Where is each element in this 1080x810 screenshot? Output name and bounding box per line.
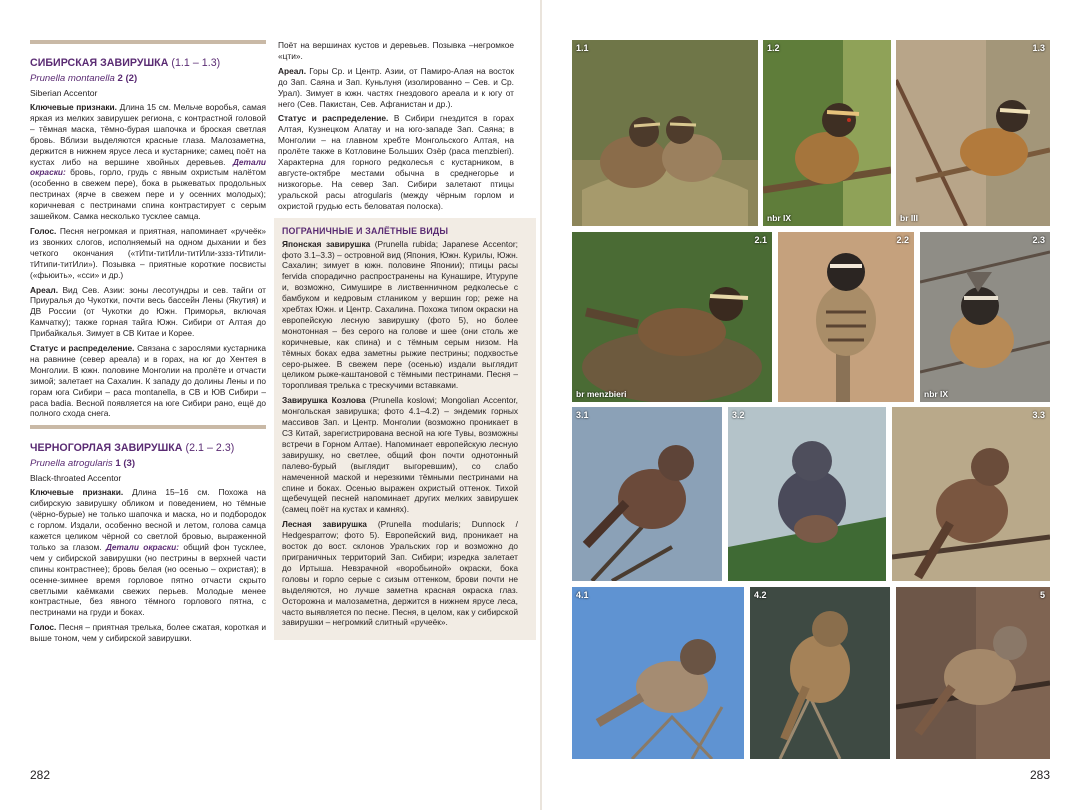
photo-2-1 [572, 232, 772, 402]
status-paragraph [30, 343, 266, 419]
bird-photo-image [572, 40, 758, 226]
bird-photo-image [892, 407, 1050, 581]
photo-range: (1.1 – 1.3) [171, 57, 221, 69]
border-species-box [274, 218, 536, 641]
photo-label: 2.1 [754, 235, 767, 245]
status-text: В Сибири гнездится в горах Алтая, Кузнецком Алатау и на юго-западе Зап. Саяна; в Монголии – на главном хребте Монгольского Алтая, на пролёте также в Котловине Больших Озёр (раса menzbieri). Характерна для горного редколесья с кустарником, в августе-октябре местами обычна в среднегорье и низкогорье. На север Зап. Сибири залетают птицы уральской расы atrogularis (между чёрным горлом и охристой грудью есть беловатая полоска). [278, 113, 514, 211]
voice-text: Песня – приятная трелька, более сжатая, короткая и выше тоном, чем у сибирской завирушки. [30, 622, 266, 644]
photo-label: 2.2 [896, 235, 909, 245]
japanese-accentor-name: Японская завирушка [282, 238, 371, 249]
dunnock-text: (Prunella modularis; Dunnock / Hedgesparrow; фото 5). Европейский вид, проникает на восток до вост. склонов Уральских гор и возможно до приграничных территорий Зап. Сибири; изредка залетает до Иртыша. Невзрачной «воробьиной» окраски, бока головы и горло серые с сизым оттенком, брови почти не выделяются, но лучше заметна красная окраска глаз. Осторожна и малозаметна, держится в нижнем ярусе леса, часто выявляется по песне. Песня, в целом, как у сибирской завирушки – негромкий слитный «ручеёк». [282, 519, 518, 628]
photo-4-1 [572, 587, 744, 759]
status-paragraph [278, 113, 514, 211]
japanese-accentor-paragraph [282, 239, 518, 392]
latin-name: Prunella atrogularis [30, 458, 113, 470]
photo-plumage-note: br menzbieri [576, 389, 627, 399]
photo-1-1 [572, 40, 758, 226]
photo-label: 3.1 [576, 410, 589, 420]
photo-label: 4.1 [576, 590, 589, 600]
bird-photo-image [572, 232, 772, 402]
details-text: общий фон тусклее, чем у сибирской завирушки (но пестрины в верхней части спины контрастнее); бровь белая (но осенью – охристая); в осенне-зимнее время горловое пятно отчасти скрыто светлыми каёмками свежих перьев. Молодые менее контрастные, без явного тёмного горлового пятна, с пестринами на груди и боках. [30, 541, 267, 618]
page-number-right: 283 [1029, 768, 1050, 782]
photo-3-2 [728, 407, 886, 581]
photo-3-3 [892, 407, 1050, 581]
photo-1-3 [896, 40, 1050, 226]
voice-label: Голос. [30, 622, 57, 633]
features-text: Длина 15 см. Мельче воробья, самая яркая из мелких завирушек региона, с контрастной головой – тёмная маска, тёмно-бурая шапочка и броская светлая бровь. Вблизи выделяются красные глаза. Малозаметна, держится в нижнем ярусе леса и кустарнике; самец поёт на кустах либо на вершине хвойных деревьев. [30, 102, 266, 167]
text-column-1 [30, 40, 266, 648]
photo-2-3 [920, 232, 1050, 402]
voice-paragraph [30, 622, 266, 644]
details-label: Детали окраски: [105, 541, 180, 552]
voice-paragraph [30, 226, 266, 281]
map-ref: 1 (3) [115, 458, 136, 470]
details-text: бровь, горло, грудь с явным охристым налётом (особенно в свежем пере), бока в рыжеватых продольных пестринах (ярче в свежем пере и у осенних молодых); коричневая с пестринами спина контрастирует с серым зашейком. Самка несколько тусклее самца. [30, 167, 266, 222]
bird-photo-image [763, 40, 891, 226]
japanese-accentor-text: (Prunella rubida; Japanese Accentor; фото 3.1–3.3) – островной вид (Япония, Южн. Курилы, Южн. Сахалин; зимует в южн. половине Японии); птицы расы fervida спорадично распространены на Кунашире, Итурупе и, возможно, Симушире в лиственничном редколесье с бамбуком и кедровым стлаником у вершин гор; реже на хребтах Южн. и Центр. Сахалина. Похожа типом окраски на европейскую лесную завирушку (фото 5), но более монотонная – без серого на голове и шее (они столь же коричневые, как спина) и с тёмным серым низом. На тёмных боках едва заметны рыжие пестрины; подхвостье серо-рыжее. В свежем пере (осенью) издали выглядит целиком рыже-каштановой с тёмными пестринами. Песня – торопливая трелька с трескучими вставками. [282, 238, 518, 391]
bird-photo-image [778, 232, 914, 402]
dunnock-name: Лесная завирушка [282, 519, 367, 530]
area-paragraph [30, 285, 266, 340]
photo-4-2 [750, 587, 890, 759]
photo-label: 3.3 [1032, 410, 1045, 420]
photo-plumage-note: nbr IX [924, 389, 949, 399]
latin-name: Prunella montanella [30, 73, 115, 84]
photo-1-2 [763, 40, 891, 226]
features-paragraph [30, 102, 266, 222]
page-number-left: 282 [30, 768, 51, 782]
border-species-heading: ПОГРАНИЧНЫЕ И ЗАЛЁТНЫЕ ВИДЫ [282, 225, 449, 236]
photo-3-1 [572, 407, 722, 581]
photo-label: 1.1 [576, 43, 589, 53]
latin-name-line [30, 72, 266, 85]
voice-label: Голос. [30, 225, 57, 236]
photo-label: 5 [1039, 590, 1045, 600]
section-divider [30, 425, 266, 429]
bird-photo-image [896, 40, 1050, 226]
voice-continued: Поёт на вершинах кустов и деревьев. Позывка –негромкое «цти». [278, 40, 514, 61]
features-text: Длина 15–16 см. Похожа на сибирскую завирушку обликом и поведением, но тёмные (чёрно-бурые) не только шапочка и маска, но и подбородок с горлом. Издали, особенно весной и летом, голова самца кажется целиком чёрной со светлой бровью, выраженной только за глазом. [30, 487, 266, 552]
map-ref: 2 (2) [117, 73, 138, 84]
bird-photo-image [896, 587, 1050, 759]
photo-label: 1.3 [1032, 43, 1045, 53]
bird-photo-image [572, 587, 744, 759]
species-title: СИБИРСКАЯ ЗАВИРУШКА [30, 57, 169, 69]
photo-5 [896, 587, 1050, 759]
status-text: Связана с зарослями кустарника на равнине (север ареала) и в горах, на юг до Хентея в Монголии. В южн. половине Монголии на пролёте и отчасти зимой; залетает на Сахалин. К западу до долины Лены и по горам юга Сибири – раса montanella, в СВ и ЮВ Сибири – раса badia. Весной появляется на юге Сибири рано, ещё до полного схода снега. [30, 343, 267, 419]
bird-photo-image [572, 407, 722, 581]
area-label: Ареал. [278, 65, 307, 76]
photo-plumage-note: nbr IX [767, 213, 792, 223]
photo-label: 1.2 [767, 43, 780, 53]
status-label: Статус и распределение. [30, 343, 135, 354]
bird-photo-image [920, 232, 1050, 402]
features-label: Ключевые признаки. [30, 487, 124, 498]
photo-plumage-note: br III [900, 213, 918, 223]
right-page [542, 0, 1080, 810]
voice-text: Песня негромкая и приятная, напоминает «ручеёк» из звонких слогов, исполняемый на одном дыхании и без четкого окончания («тИти-титИли-титИли-зззз-тИтили-тИтипи-титИли»). Позывка – приятные короткие посвисты («фьюить», «сси» и др.) [30, 225, 266, 280]
dunnock-paragraph [282, 519, 518, 628]
kozlov-accentor-paragraph [282, 395, 518, 515]
section-top-rule [30, 40, 266, 44]
species-heading-blackthroated [30, 441, 266, 455]
english-name: Black-throated Accentor [30, 473, 122, 484]
kozlov-accentor-text: (Prunella koslowi; Mongolian Accentor, монгольская завирушка; фото 4.1–4.2) – эндемик горных массивов Зап. и Центр. Монголии (возможно проникает в СЗ Китай, зарегистрирована весной на юге Тувы, возможны встречи в Горном Алтае). Напоминает европейскую лесную завирушку, но светлее, общий фон почти однотонный палево-бурый (выглядит выгоревшим), со слабо намеченной маской и нерезкими тёмными пестринами на спине и боках. Осенью выражен охристый оттенок. Тихой щебечущей песней напоминает других мелких завирушек (самец поёт на кустах и камнях). [282, 395, 518, 515]
features-label: Ключевые признаки. [30, 102, 117, 112]
species-title: ЧЕРНОГОРЛАЯ ЗАВИРУШКА [30, 442, 183, 455]
bird-photo-image [728, 407, 886, 581]
photo-range: (2.1 – 2.3) [185, 442, 235, 455]
photo-label: 2.3 [1032, 235, 1045, 245]
species-heading-siberian [30, 56, 266, 70]
kozlov-accentor-name: Завирушка Козлова [282, 395, 366, 406]
features-paragraph [30, 487, 266, 618]
area-label: Ареал. [30, 284, 59, 295]
photo-2-2 [778, 232, 914, 402]
details-label: Детали окраски: [30, 156, 267, 178]
photo-label: 3.2 [732, 410, 745, 420]
area-text: Вид Сев. Азии: зоны лесотундры и сев. тайги от Приуралья до Чукотки, почти весь бассейн Лены (Якутия) и ДВ России (от Чукотки до Южн. Приморья, включая Камчатку); также горная тайга Южн. Сибири от Алтая до Прибайкалья. Зимует в СВ Китае и Корее. [30, 284, 266, 339]
latin-name-line [30, 457, 266, 470]
area-paragraph [278, 66, 514, 110]
status-label: Статус и распределение. [278, 113, 389, 124]
area-text: Горы Ср. и Центр. Азии, от Памиро-Алая на восток до Зап. Саяна и Зап. Куньлуня (изолированно – Сев. и Ср. Урал). Зимует в южн. частях гнездового ареала и к югу от него (Сев. Пакистан, Сев. Афганистан и др.). [278, 65, 514, 109]
bird-photo-image [750, 587, 890, 759]
photo-label: 4.2 [754, 590, 767, 600]
text-column-2 [278, 40, 518, 640]
english-name: Siberian Accentor [30, 88, 98, 98]
